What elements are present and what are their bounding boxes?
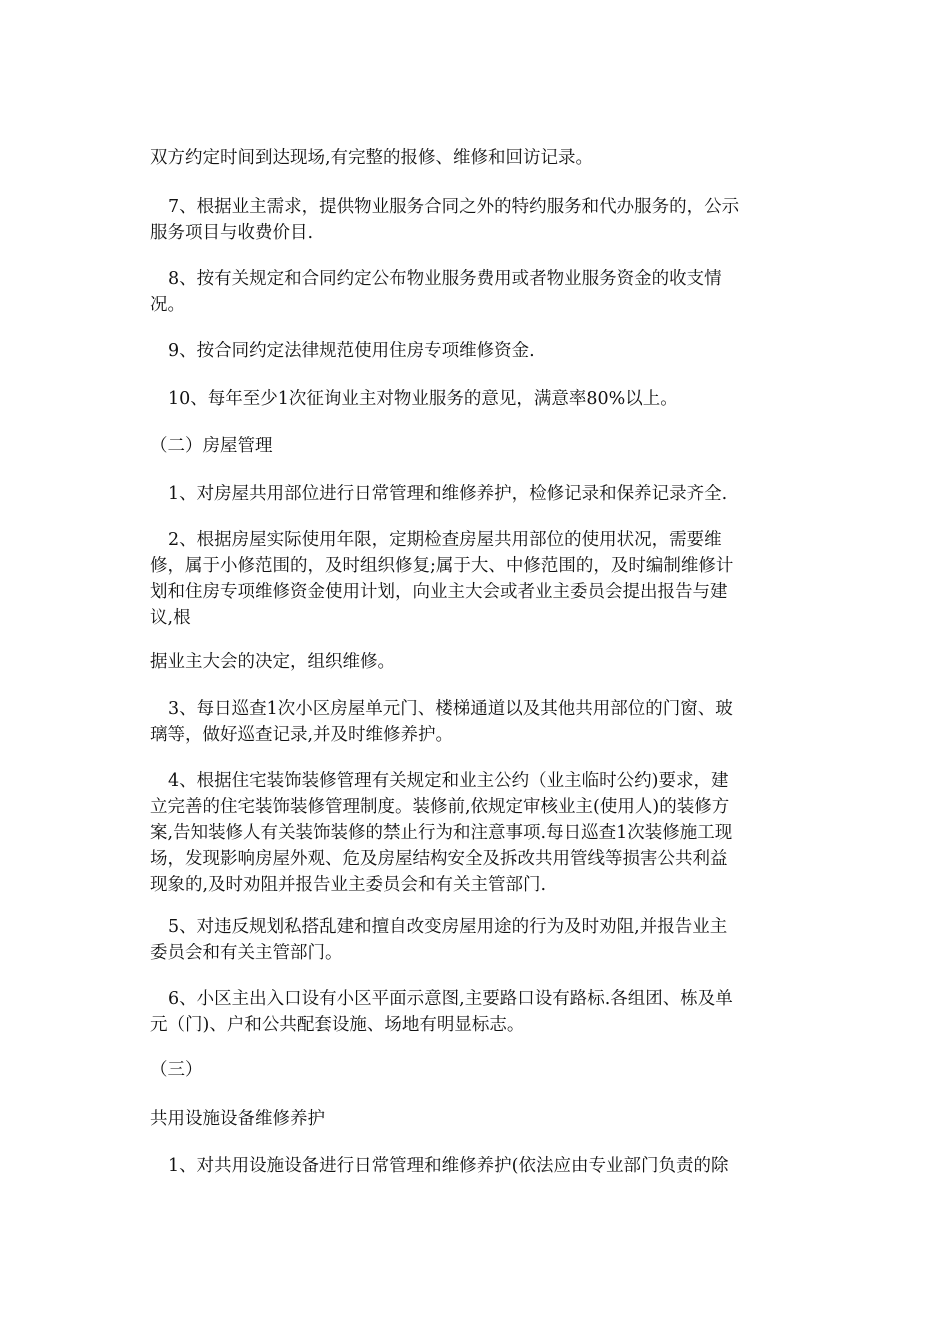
text-line: 划和住房专项维修资金使用计划，向业主大会或者业主委员会提出报告与建: [150, 582, 728, 602]
text-line: 1、对共用设施设备进行日常管理和维修养护(依法应由专业部门负责的除: [168, 1156, 729, 1176]
text-line: 7、根据业主需求，提供物业服务合同之外的特约服务和代办服务的，公示: [168, 197, 740, 217]
text-line: 双方约定时间到达现场,有完整的报修、维修和回访记录。: [150, 148, 594, 168]
text-line: 据业主大会的决定，组织维修。: [150, 652, 395, 672]
paragraph-housing-3: [0, 696, 950, 748]
paragraph-housing-2: [0, 527, 950, 631]
text-line: 6、小区主出入口设有小区平面示意图,主要路口设有路标.各组团、栋及单: [168, 989, 733, 1009]
text-line: 4、根据住宅装饰装修管理有关规定和业主公约（业主临时公约)要求，建: [168, 771, 729, 791]
paragraph-item-9: [0, 338, 950, 364]
text-line: 况。: [150, 295, 185, 315]
section-heading-housing: [0, 433, 950, 459]
paragraph-housing-4: [0, 768, 950, 898]
text-line: 9、按合同约定法律规范使用住房专项维修资金.: [168, 341, 535, 361]
section-heading: （二）房屋管理: [150, 436, 273, 456]
paragraph-item-10: [0, 386, 950, 412]
text-line: 8、按有关规定和合同约定公布物业服务费用或者物业服务资金的收支情: [168, 269, 722, 289]
paragraph-item-8: [0, 266, 950, 318]
paragraph-housing-5: [0, 914, 950, 966]
text-line: 服务项目与收费价目.: [150, 223, 314, 243]
text-line: 委员会和有关主管部门。: [150, 943, 343, 963]
section-heading: （三）: [150, 1060, 203, 1080]
text-line: 1、对房屋共用部位进行日常管理和维修养护，检修记录和保养记录齐全.: [168, 484, 728, 504]
text-line: 场，发现影响房屋外观、危及房屋结构安全及拆改共用管线等损害公共利益: [150, 849, 728, 869]
section-heading: 共用设施设备维修养护: [150, 1109, 325, 1129]
text-line: 议,根: [150, 608, 191, 628]
text-line: 2、根据房屋实际使用年限，定期检查房屋共用部位的使用状况，需要维: [168, 530, 722, 550]
text-line: 5、对违反规划私搭乱建和擅自改变房屋用途的行为及时劝阻,并报告业主: [168, 917, 728, 937]
paragraph-visit-record: [0, 145, 950, 171]
text-line: 元（门)、户和公共配套设施、场地有明显标志。: [150, 1015, 525, 1035]
section-heading-three: [0, 1057, 950, 1083]
paragraph-housing-1: [0, 481, 950, 507]
text-line: 10、每年至少1次征询业主对物业服务的意见，满意率80%以上。: [168, 389, 678, 409]
text-line: 案,告知装修人有关装饰装修的禁止行为和注意事项.每日巡查1次装修施工现: [150, 823, 733, 843]
text-line: 璃等，做好巡查记录,并及时维修养护。: [150, 725, 454, 745]
paragraph-housing-6: [0, 986, 950, 1038]
text-line: 现象的,及时劝阻并报告业主委员会和有关主管部门.: [150, 875, 547, 895]
paragraph-facilities-1: [0, 1153, 950, 1179]
paragraph-housing-2-cont: [0, 649, 950, 675]
paragraph-item-7: [0, 194, 950, 246]
section-title-facilities: [0, 1106, 950, 1132]
text-line: 3、每日巡查1次小区房屋单元门、楼梯通道以及其他共用部位的门窗、玻: [168, 699, 733, 719]
text-line: 立完善的住宅装饰装修管理制度。装修前,依规定审核业主(使用人)的装修方: [150, 797, 730, 817]
text-line: 修，属于小修范围的，及时组织修复;属于大、中修范围的，及时编制维修计: [150, 556, 734, 576]
